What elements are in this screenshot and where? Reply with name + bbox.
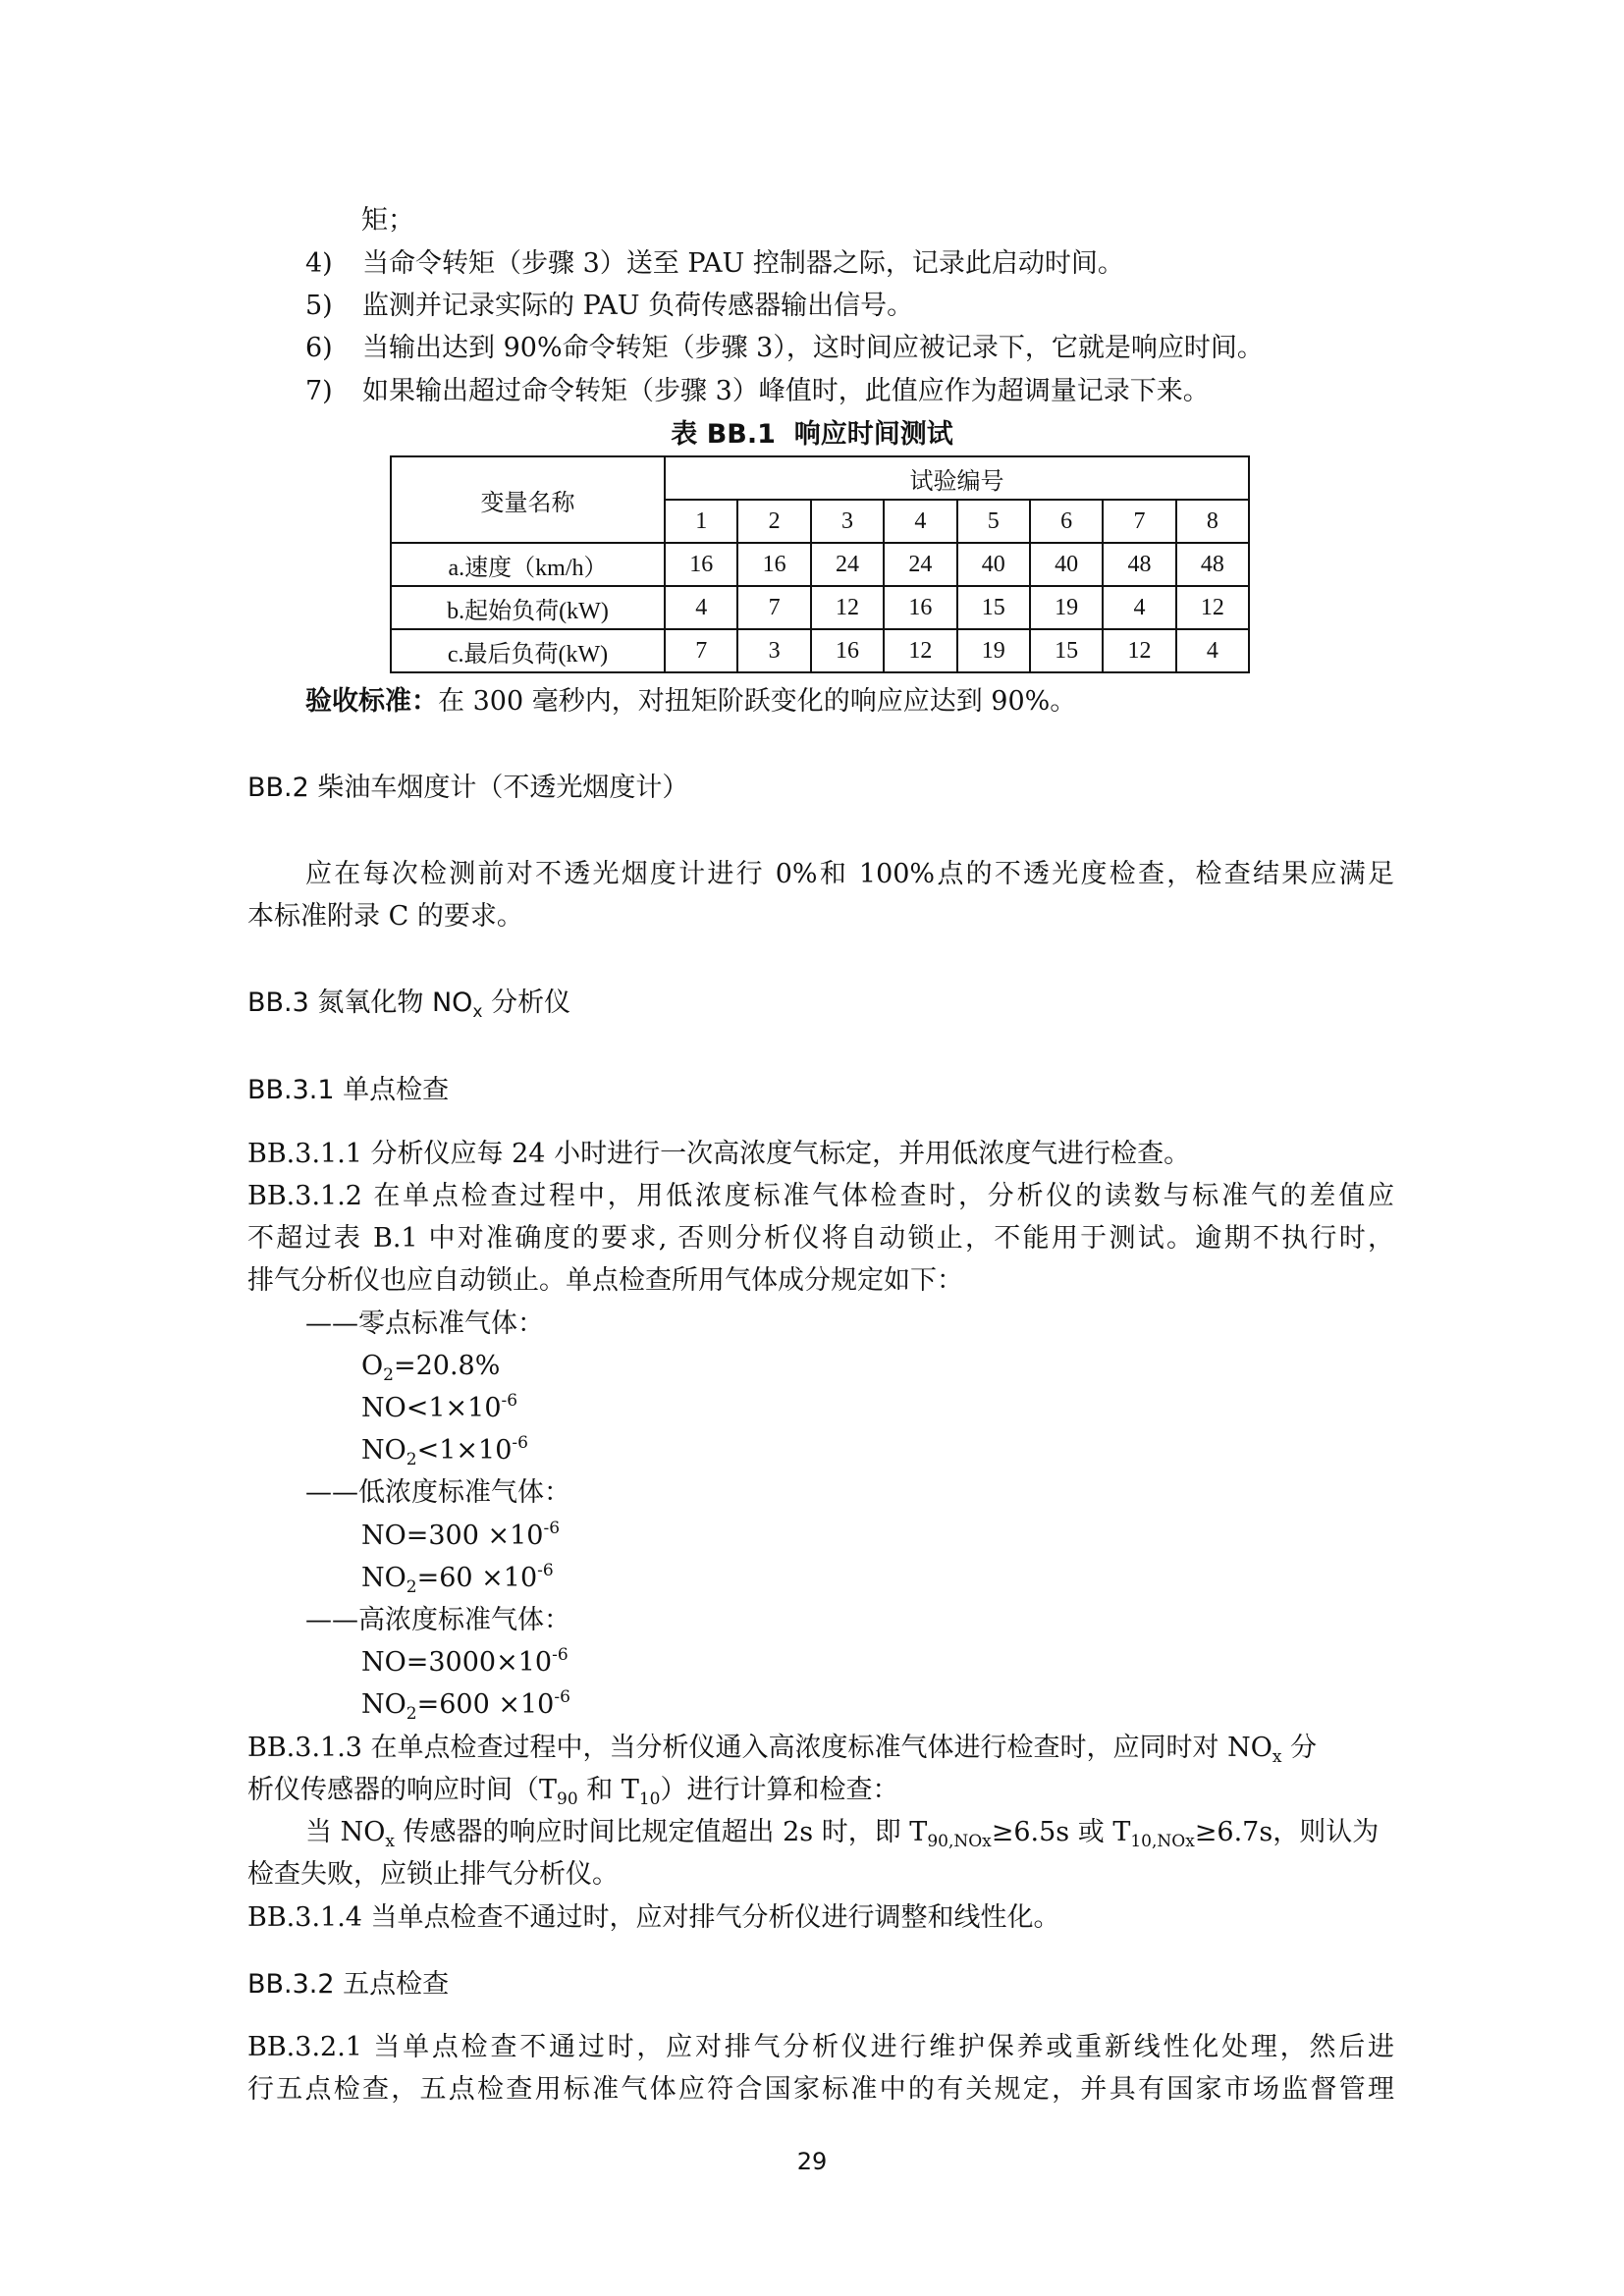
high-gas-no: $NO=3000\times 10^{-6}$ — [361, 1645, 568, 1678]
table-cell: 16 — [665, 543, 737, 586]
step-item-5 — [305, 285, 913, 327]
section-heading-bb31: BB.3.1 单点检查 — [247, 1075, 450, 1105]
table-cell: 19 — [957, 629, 1030, 672]
table-cell: 24 — [884, 543, 956, 586]
response-time-table — [390, 455, 1250, 673]
zero-gas-o2: $O_2=20.8\%$ — [361, 1351, 501, 1385]
acceptance-criteria — [305, 680, 1076, 722]
para-bb312-line3: 排气分析仪也应自动锁止。单点检查所用气体成分规定如下： — [247, 1265, 963, 1296]
zero-gas-no: $NO<1\times 10^{-6}$ — [361, 1391, 518, 1423]
para-bb312-line1: BB.3.1.2 在单点检查过程中，用低浓度标准气体检查时，分析仪的读数与标准气的差值应 — [247, 1181, 1394, 1211]
zero-gas-label: ——零点标准气体： — [305, 1308, 544, 1339]
step-text: 如果输出超过命令转矩（步骤 3）峰值时，此值应作为超调量记录下来。 — [362, 376, 1210, 406]
para-bb311: BB.3.1.1 分析仪应每 24 小时进行一次高浓度气标定，并用低浓度气进行检查。 — [247, 1139, 1191, 1169]
table-cell: 12 — [811, 586, 884, 629]
zero-gas-no2: $NO_2<1\times 10^{-6}$ — [361, 1433, 528, 1469]
trial-number-cell: 3 — [811, 500, 884, 543]
para-bb312-line2: 不超过表 B.1 中对准确度的要求, 否则分析仪将自动锁止，不能用于测试。逾期不执行时， — [247, 1223, 1394, 1254]
acceptance-label: 验收标准： — [305, 686, 438, 717]
row-label: b.起始负荷(kW) — [391, 586, 665, 629]
step-text: 当命令转矩（步骤 3）送至 PAU 控制器之际，记录此启动时间。 — [362, 248, 1124, 279]
high-gas-label: ——高浓度标准气体： — [305, 1605, 570, 1635]
var-name-header: 变量名称 — [391, 456, 665, 543]
acceptance-text: 在 300 毫秒内，对扭矩阶跃变化的响应应达到 90%。 — [438, 686, 1077, 717]
table-cell: 19 — [1030, 586, 1103, 629]
table-cell: 16 — [811, 629, 884, 672]
step-item-7 — [305, 370, 1210, 412]
low-gas-no: $NO=300 \times 10^{-6}$ — [361, 1519, 561, 1551]
table-cell: 15 — [957, 586, 1030, 629]
table-cell: 4 — [1103, 586, 1175, 629]
step-item-4 — [305, 242, 1124, 285]
step-number: 4) — [305, 248, 333, 279]
section-heading-bb32: BB.3.2 五点检查 — [247, 1969, 450, 2000]
step-text: 当输出达到 90%命令转矩（步骤 3），这时间应被记录下，它就是响应时间。 — [362, 333, 1264, 363]
step-number: 6) — [305, 333, 333, 363]
step-continuation: 矩； — [361, 205, 414, 236]
para-bb313-line2: 析仪传感器的响应时间（$T_{90}$ 和 $T_{10}$）进行计算和检查： — [247, 1775, 899, 1809]
trial-number-cell: 4 — [884, 500, 956, 543]
table-cell: 16 — [884, 586, 956, 629]
table-row — [391, 629, 1249, 672]
section-heading-bb3: BB.3 氮氧化物 $NO_x$ 分析仪 — [247, 988, 571, 1022]
table-cell: 12 — [1176, 586, 1249, 629]
table-cell: 7 — [665, 629, 737, 672]
para-bb313-line3: 当 $NO_x$ 传感器的响应时间比规定值超出 2s 时，即 $T_{90,NOx}\ge 6.5s$ 或 $T_{10,NOx}\ge 6.7s$，则认为 — [305, 1817, 1380, 1851]
trial-number-header: 试验编号 — [665, 456, 1249, 500]
table-header-row — [391, 456, 1249, 500]
para-bb314: BB.3.1.4 当单点检查不通过时，应对排气分析仪进行调整和线性化。 — [247, 1902, 1060, 1933]
para-bb313-line4: 检查失败，应锁止排气分析仪。 — [247, 1859, 619, 1890]
table-cell: 40 — [1030, 543, 1103, 586]
table-cell: 3 — [737, 629, 810, 672]
table-cell: 12 — [884, 629, 956, 672]
bb2-paragraph-line1: 应在每次检测前对不透光烟度计进行 0%和 100%点的不透光度检查，检查结果应满足 — [305, 859, 1394, 889]
page-number: 29 — [796, 2148, 828, 2175]
table-cell: 15 — [1030, 629, 1103, 672]
table-cell: 48 — [1103, 543, 1175, 586]
table-cell: 48 — [1176, 543, 1249, 586]
bb2-paragraph-line2: 本标准附录 C 的要求。 — [247, 901, 523, 932]
table-cell: 4 — [1176, 629, 1249, 672]
step-number: 7) — [305, 376, 333, 406]
table-cell: 4 — [665, 586, 737, 629]
trial-number-cell: 6 — [1030, 500, 1103, 543]
low-gas-label: ——低浓度标准气体： — [305, 1477, 570, 1508]
para-bb321-line2: 行五点检查，五点检查用标准气体应符合国家标准中的有关规定，并具有国家市场监督管理 — [247, 2074, 1394, 2105]
trial-number-cell: 2 — [737, 500, 810, 543]
table-caption: 表 BB.1 响应时间测试 — [671, 419, 953, 450]
low-gas-no2: $NO_2=60 \times 10^{-6}$ — [361, 1561, 554, 1597]
table-cell: 24 — [811, 543, 884, 586]
table-cell: 16 — [737, 543, 810, 586]
table-cell: 40 — [957, 543, 1030, 586]
trial-number-cell: 1 — [665, 500, 737, 543]
table-cell: 7 — [737, 586, 810, 629]
table-cell: 12 — [1103, 629, 1175, 672]
trial-number-cell: 5 — [957, 500, 1030, 543]
table-row — [391, 586, 1249, 629]
table-row — [391, 543, 1249, 586]
trial-number-cell: 7 — [1103, 500, 1175, 543]
para-bb321-line1: BB.3.2.1 当单点检查不通过时，应对排气分析仪进行维护保养或重新线性化处理，然后进 — [247, 2032, 1394, 2062]
trial-number-cell: 8 — [1176, 500, 1249, 543]
step-item-6 — [305, 327, 1264, 369]
section-heading-bb2: BB.2 柴油车烟度计（不透光烟度计） — [247, 773, 689, 803]
row-label: c.最后负荷(kW) — [391, 629, 665, 672]
step-text: 监测并记录实际的 PAU 负荷传感器输出信号。 — [362, 291, 914, 321]
row-label: a.速度（km/h） — [391, 543, 665, 586]
para-bb313-line1: BB.3.1.3 在单点检查过程中，当分析仪通入高浓度标准气体进行检查时，应同时对 $NO_x$ 分 — [247, 1733, 1318, 1767]
high-gas-no2: $NO_2=600 \times 10^{-6}$ — [361, 1687, 570, 1724]
step-number: 5) — [305, 291, 333, 321]
